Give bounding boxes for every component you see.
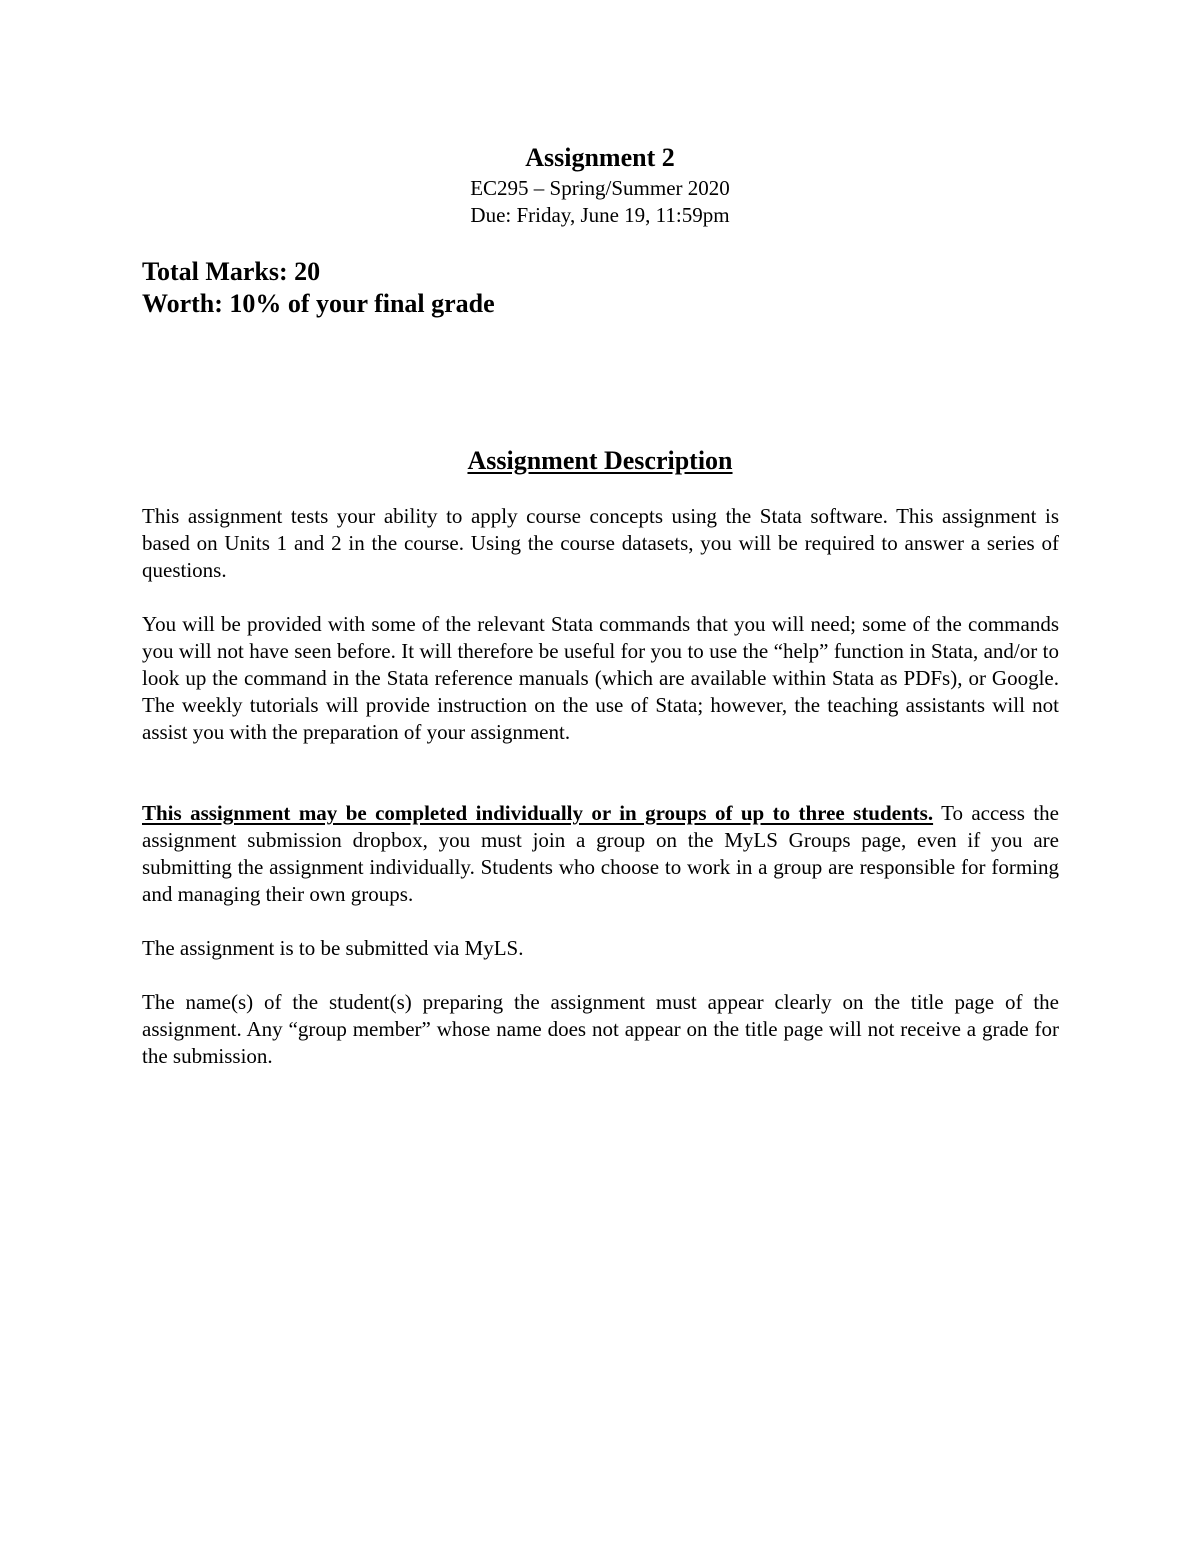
total-marks: Total Marks: 20 (142, 257, 321, 286)
marks-block (142, 256, 495, 320)
paragraph-names: The name(s) of the student(s) preparing the assignment must appear clearly on the title page of the assignment. Any “group member” whose name does not appear on the title page will not receive a grade for the submission. (142, 990, 1059, 1068)
section-heading: Assignment Description (467, 446, 733, 475)
assignment-title: Assignment 2 (525, 143, 675, 172)
paragraph-intro: This assignment tests your ability to apply course concepts using the Stata software. This assignment is based on Units 1 and 2 in the course. Using the course datasets, you will be required to answer a series of questions. (142, 504, 1059, 582)
paragraph-submission: The assignment is to be submitted via MyLS. (142, 936, 524, 960)
groups-details: To access the assignment submission dropbox, you must join a group on the MyLS Groups page, even if you are submitting the assignment individually. Students who choose to work in a group are responsible for forming and managing their own groups. (142, 801, 1060, 906)
groups-emphasis: This assignment may be completed individually or in groups of up to three students. (142, 801, 934, 825)
due-date-line: Due: Friday, June 19, 11:59pm (470, 203, 730, 227)
paragraph-groups (142, 800, 1059, 908)
worth-line: Worth: 10% of your final grade (142, 289, 495, 318)
document-header (0, 141, 1200, 229)
paragraph-stata-commands: You will be provided with some of the relevant Stata commands that you will need; some of the commands you will not have seen before. It will therefore be useful for you to use the “help” function in Stata, and/or to look up the command in the Stata reference manuals (which are available within Stata as PDFs), or Google. The weekly tutorials will provide instruction on the use of Stata; however, the teaching assistants will not assist you with the preparation of your assignment. (142, 612, 1059, 744)
course-line: EC295 – Spring/Summer 2020 (470, 176, 730, 200)
